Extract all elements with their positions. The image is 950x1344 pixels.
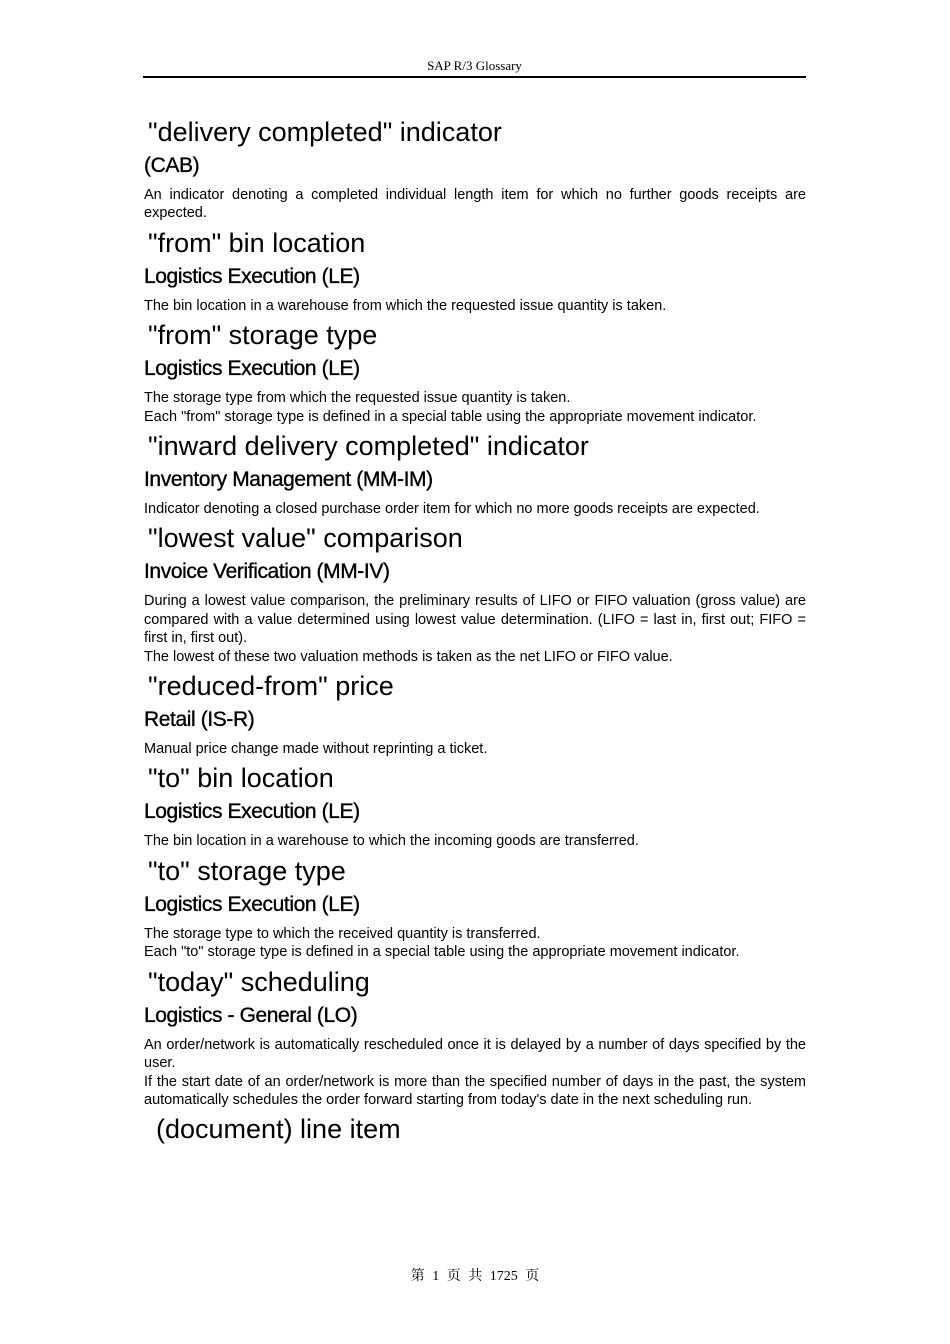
entry-area: Logistics Execution (LE) bbox=[144, 892, 360, 916]
entry-term: "reduced-from" price bbox=[148, 671, 394, 702]
description-paragraph: Indicator denoting a closed purchase order item for which no more goods receipts are expected. bbox=[144, 501, 760, 518]
entry-description bbox=[144, 500, 806, 518]
glossary-content bbox=[144, 112, 806, 1149]
glossary-entry bbox=[144, 962, 806, 1110]
entry-description bbox=[144, 186, 806, 223]
glossary-entry bbox=[144, 315, 806, 426]
entry-description bbox=[144, 832, 806, 850]
glossary-entry bbox=[144, 758, 806, 850]
glossary-entry bbox=[144, 851, 806, 962]
entry-area: Logistics Execution (LE) bbox=[144, 264, 360, 288]
glossary-entry bbox=[144, 518, 806, 666]
entry-term: (document) line item bbox=[156, 1114, 401, 1145]
description-paragraph: The storage type to which the received quantity is transferred. bbox=[144, 925, 541, 942]
entry-description bbox=[144, 925, 806, 962]
entry-term: "from" bin location bbox=[148, 227, 366, 258]
description-paragraph: During a lowest value comparison, the preliminary results of LIFO or FIFO valuation (gross value) are compared with a value determined using lowest value determination. (LIFO = last in, first out; FIFO = first in, first out). bbox=[144, 593, 806, 647]
entry-area: (CAB) bbox=[144, 154, 200, 177]
description-paragraph: Manual price change made without reprinting a ticket. bbox=[144, 741, 488, 758]
description-paragraph: The lowest of these two valuation methods is taken as the net LIFO or FIFO value. bbox=[144, 648, 673, 665]
header-title: SAP R/3 Glossary bbox=[427, 58, 522, 73]
entry-description bbox=[144, 740, 806, 758]
entry-term: "delivery completed" indicator bbox=[148, 117, 502, 147]
glossary-entry bbox=[144, 112, 806, 223]
entry-description bbox=[144, 297, 806, 315]
description-paragraph: Each "to" storage type is defined in a special table using the appropriate movement indicator. bbox=[144, 944, 740, 961]
entry-term: "from" storage type bbox=[148, 320, 378, 351]
entry-area: Logistics Execution (LE) bbox=[144, 800, 360, 824]
entry-description bbox=[144, 592, 806, 666]
glossary-entry bbox=[144, 1109, 806, 1149]
entry-term: "to" storage type bbox=[148, 855, 346, 886]
description-paragraph: The storage type from which the requested issue quantity is taken. bbox=[144, 390, 571, 407]
entry-area: Logistics - General (LO) bbox=[144, 1003, 358, 1027]
entry-term: "lowest value" comparison bbox=[148, 523, 463, 554]
entry-term: "inward delivery completed" indicator bbox=[148, 431, 589, 462]
description-paragraph: An order/network is automatically rescheduled once it is delayed by a number of days specified by the user. bbox=[144, 1036, 806, 1072]
entry-term: "to" bin location bbox=[148, 763, 334, 794]
entry-area: Retail (IS-R) bbox=[144, 708, 255, 732]
glossary-entry bbox=[144, 223, 806, 315]
entry-area: Inventory Management (MM-IM) bbox=[144, 468, 433, 492]
glossary-entry bbox=[144, 426, 806, 518]
page-footer bbox=[0, 1268, 950, 1286]
page-number-label: 第 1 页 共 1725 页 bbox=[410, 1269, 540, 1284]
entry-term: "today" scheduling bbox=[148, 966, 370, 997]
description-paragraph: If the start date of an order/network is more than the specified number of days in the past, the system automatically schedules the order forward starting from today's date in the next scheduling run. bbox=[144, 1073, 806, 1108]
description-paragraph: The bin location in a warehouse from which the requested issue quantity is taken. bbox=[144, 297, 667, 314]
description-paragraph: The bin location in a warehouse to which the incoming goods are transferred. bbox=[144, 833, 639, 850]
entry-description bbox=[144, 389, 806, 426]
entry-area: Invoice Verification (MM-IV) bbox=[144, 560, 390, 584]
entry-description bbox=[144, 1036, 806, 1110]
description-paragraph: Each "from" storage type is defined in a special table using the appropriate movement indicator. bbox=[144, 408, 757, 425]
page-header bbox=[143, 58, 806, 78]
description-paragraph: An indicator denoting a completed individual length item for which no further goods receipts are expected. bbox=[144, 187, 806, 222]
entry-area: Logistics Execution (LE) bbox=[144, 357, 360, 381]
glossary-entry bbox=[144, 666, 806, 758]
